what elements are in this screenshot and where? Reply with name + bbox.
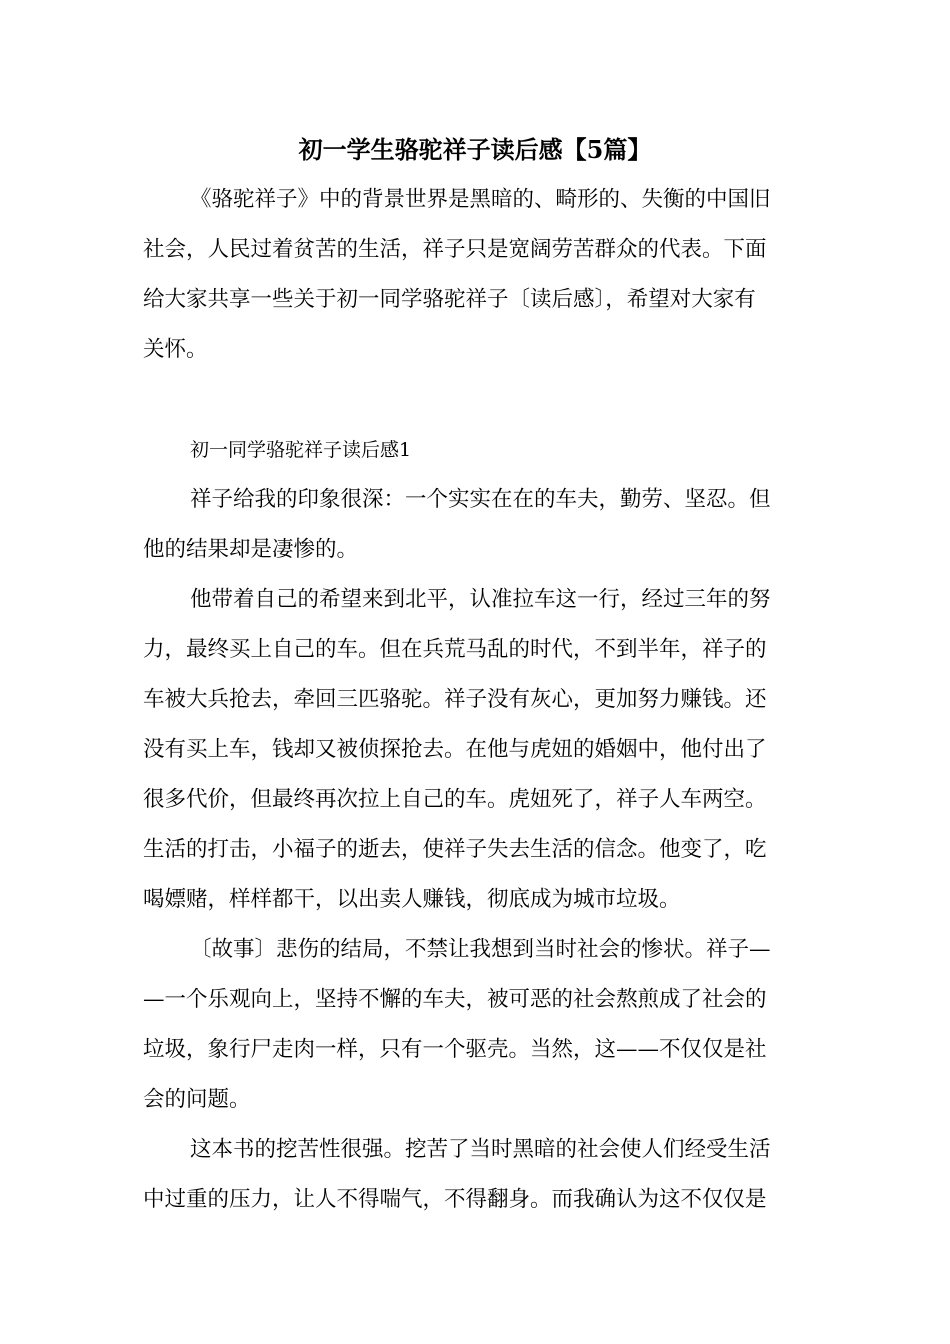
paragraph-line: 力，最终买上自己的车。但在兵荒马乱的时代，不到半年，祥子的 [143, 637, 767, 662]
document-title: 初一学生骆驼祥子读后感【5篇】 [298, 135, 652, 164]
paragraph-line: 车被大兵抢去，牵回三匹骆驼。祥子没有灰心，更加努力赚钱。还 [143, 687, 767, 712]
paragraph-line: 给大家共享一些关于初一同学骆驼祥子〔读后感〕，希望对大家有 [143, 287, 756, 312]
paragraph-line: 他的结果却是凄惨的。 [143, 537, 359, 562]
paragraph-line: 没有买上车，钱却又被侦探抢去。在他与虎妞的婚姻中，他付出了 [143, 737, 767, 762]
paragraph-line: 祥子给我的印象很深：一个实实在在的车夫，勤劳、坚忍。但 [190, 487, 771, 512]
paragraph-line: 《骆驼祥子》中的背景世界是黑暗的、畸形的、失衡的中国旧 [190, 187, 771, 212]
paragraph-line: 这本书的挖苦性很强。挖苦了当时黑暗的社会使人们经受生活 [190, 1137, 771, 1162]
paragraph-line: 社会，人民过着贫苦的生活，祥子只是宽阔劳苦群众的代表。下面 [143, 237, 767, 262]
paragraph-line: 关怀。 [143, 337, 208, 362]
paragraph-line: 很多代价，但最终再次拉上自己的车。虎妞死了，祥子人车两空。 [143, 787, 767, 812]
paragraph-line: 中过重的压力，让人不得喘气，不得翻身。而我确认为这不仅仅是 [143, 1187, 767, 1212]
paragraph-line: 生活的打击，小福子的逝去，使祥子失去生活的信念。他变了，吃 [143, 837, 767, 862]
paragraph-line: 喝嫖赌，样样都干，以出卖人赚钱，彻底成为城市垃圾。 [143, 887, 681, 912]
paragraph-line: —一个乐观向上，坚持不懈的车夫，被可恶的社会熬煎成了社会的 [143, 987, 767, 1012]
paragraph-line: 垃圾，象行尸走肉一样，只有一个驱壳。当然，这——不仅仅是社 [143, 1037, 767, 1062]
paragraph-line: 会的问题。 [143, 1087, 251, 1112]
paragraph-line: 〔故事〕悲伤的结局，不禁让我想到当时社会的惨状。祥子— [190, 937, 771, 962]
section-heading: 初一同学骆驼祥子读后感1 [190, 439, 412, 461]
paragraph-line: 他带着自己的希望来到北平，认准拉车这一行，经过三年的努 [190, 587, 771, 612]
